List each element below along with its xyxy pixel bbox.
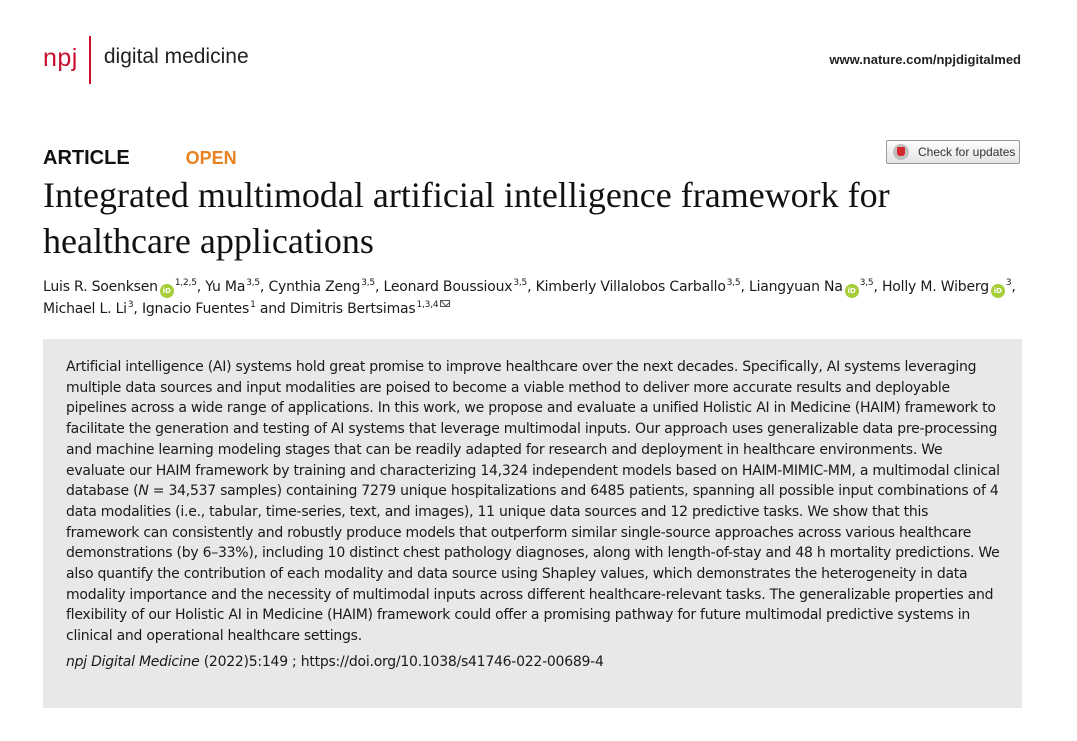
- author-entry: [43, 301, 138, 317]
- author-name[interactable]: Leonard Boussioux: [383, 279, 513, 295]
- abstract-text-part-1: Artificial intelligence (AI) systems hold great promise to improve healthcare over the next decades. Specifically, AI systems leveraging multiple data sources and input modalities are poised to become a viable method to deliver more accurate results and deployable pipelines across a wide range of applications. In this work, we propose and evaluate a unified Holistic AI in Medicine (HAIM) framework to facilitate the generation and testing of AI systems that leverage multimodal inputs. Our approach uses generalizable data pre-processing and machine learning modeling stages that can be readily adapted for research and deployment in healthcare environments. We evaluate our HAIM framework by training and characterizing 14,324 independent models based on HAIM-MIMIC-MM, a multimodal clinical database (: [66, 359, 1000, 500]
- citation-journal: npj Digital Medicine: [66, 653, 200, 670]
- author-name[interactable]: Yu Ma: [205, 279, 246, 295]
- check-updates-icon: [893, 144, 909, 160]
- author-entry: [749, 279, 878, 295]
- author-entry: [383, 279, 531, 295]
- article-type-label: ARTICLE: [43, 147, 130, 169]
- author-affiliation: 3,5: [246, 278, 260, 289]
- article-type-row: [43, 147, 237, 170]
- author-affiliation: 3,5: [859, 278, 874, 289]
- author-name[interactable]: Cynthia Zeng: [268, 279, 361, 295]
- author-separator: and: [255, 301, 286, 317]
- citation-line: [66, 654, 1004, 670]
- author-separator: ,: [374, 279, 380, 295]
- author-affiliation: 3,5: [361, 278, 375, 289]
- author-entry: [142, 301, 286, 317]
- orcid-icon[interactable]: iD: [160, 284, 174, 298]
- check-for-updates-button[interactable]: [886, 140, 1020, 164]
- journal-brand[interactable]: [43, 38, 249, 82]
- check-for-updates-label: Check for updates: [918, 145, 1016, 159]
- brand-divider: [89, 36, 91, 84]
- author-separator: ,: [873, 279, 878, 295]
- npj-logo: npj: [43, 43, 78, 72]
- abstract-text: [66, 357, 1004, 647]
- author-entry: [290, 301, 451, 317]
- author-name[interactable]: Ignacio Fuentes: [141, 301, 250, 317]
- author-affiliation: 3: [1005, 278, 1012, 289]
- abstract-text-part-2: = 34,537 samples) containing 7279 unique hospitalizations and 6485 patients, spanning all possible input combinations of 4 data modalities (i.e., tabular, time-series, text, and images), 11 unique data sources and 12 predictive tasks. We show that this framework can consistently and robustly produce models that outperform similar single-source approaches across various healthcare demonstrations (by 6–33%), including 10 distinct chest pathology diagnoses, along with length-of-stay and 48 h mortality predictions. We also quantify the contribution of each modality and data source using Shapley values, which demonstrates the heterogeneity in data modality importance and the necessity of multimodal inputs across different healthcare-relevant tasks. The generalizable properties and flexibility of our Holistic AI in Medicine (HAIM) framework could offer a promising pathway for future multimodal predictive systems in clinical and operational healthcare settings.: [66, 483, 1000, 645]
- author-entry: [205, 279, 264, 295]
- author-separator: ,: [133, 301, 138, 317]
- author-entry: [43, 279, 201, 295]
- author-name[interactable]: Holly M. Wiberg: [881, 279, 989, 295]
- author-separator: ,: [740, 279, 745, 295]
- article-title: Integrated multimodal artificial intelligence framework for healthcare applications: [43, 175, 890, 261]
- author-separator: ,: [196, 279, 201, 295]
- sample-count-symbol: N: [138, 483, 149, 500]
- orcid-icon[interactable]: iD: [991, 284, 1005, 298]
- author-name[interactable]: Kimberly Villalobos Carballo: [535, 279, 726, 295]
- author-name[interactable]: Luis R. Soenksen: [43, 279, 158, 295]
- author-entry: [268, 279, 379, 295]
- author-affiliation: 1,2,5: [174, 278, 197, 289]
- author-name[interactable]: Liangyuan Na: [748, 279, 843, 295]
- open-access-label: OPEN: [185, 148, 237, 168]
- orcid-icon[interactable]: iD: [845, 284, 859, 298]
- author-name[interactable]: Dimitris Bertsimas: [289, 301, 416, 317]
- author-affiliation: 3,5: [726, 278, 741, 289]
- author-list: [43, 276, 1033, 320]
- author-affiliation: 3: [127, 300, 134, 311]
- journal-url-link[interactable]: www.nature.com/npjdigitalmed: [829, 52, 1021, 67]
- abstract-panel: [43, 339, 1022, 708]
- author-entry: [536, 279, 745, 295]
- journal-name: digital medicine: [103, 45, 249, 68]
- author-separator: ,: [527, 279, 532, 295]
- author-entry: [882, 279, 1016, 295]
- author-affiliation: 1,3,4: [416, 300, 439, 311]
- mail-icon[interactable]: [440, 300, 450, 307]
- author-affiliation: 3,5: [513, 278, 528, 289]
- author-name[interactable]: Michael L. Li: [43, 301, 127, 317]
- author-separator: ,: [1011, 279, 1016, 295]
- citation-details[interactable]: (2022)5:149 ; https://doi.org/10.1038/s41746-022-00689-4: [199, 653, 604, 670]
- author-affiliation: 1: [250, 300, 256, 311]
- author-separator: ,: [259, 279, 265, 295]
